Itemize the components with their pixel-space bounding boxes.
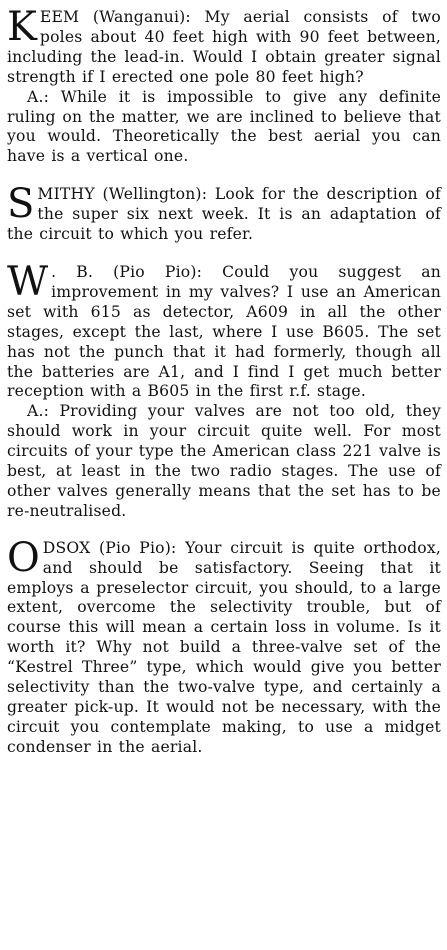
query-paragraph [7,258,441,402]
drop-cap-initial: O [7,534,40,581]
letter-odsox [7,534,441,758]
query-text: EEM (Wanganui): My aerial consists of two poles about 40 feet high with 90 feet between, including the lead-in. Would I obtain greater signal strength if I erected one pole 80 feet high? [7,8,441,86]
drop-cap-initial: K [7,4,37,50]
query-text: DSOX (Pio Pio): Your circuit is quite orthodox, and should be satisfactory. Seeing that it employs a preselector circuit, you should, to a large extent, overcome the selectivity trouble, but of course this will mean a certain loss in volume. Is it worth it? Why not build a three-valve set of the “Kestrel Three” type, which would give you better selectivity than the two-valve type, and certainly a greater pick-up. It would not be necessary, with the circuit you contemplate making, to use a midget condenser in the aerial. [7,538,441,756]
letter-wb [7,258,441,522]
letter-smithy [7,181,441,245]
query-text: . B. (Pio Pio): Could you suggest an improvement in my valves? I use an American set with 615 as detector, A609 in all the other stages, except the last, where I use B605. The set has not the punch that it had formerly, though all the batteries are A1, and I find I get much better reception with a B605 in the first r.f. stage. [7,262,441,401]
drop-cap-initial: S [7,181,35,228]
query-paragraph [7,181,441,245]
answer-paragraph: A.: Providing your valves are not too old, they should work in your circuit quite well. For most circuits of your type the American class 221 valve is best, at least in the two radio stages. The use of other valves generally means that the set has to be re-neutralised. [7,402,441,520]
answer-paragraph: A.: While it is impossible to give any definite ruling on the matter, we are inclined to believe that you would. Theoretically the best aerial you can have is a vertical one. [7,87,441,166]
query-text: MITHY (Wellington): Look for the description of the super six next week. It is an adaptation of the circuit to which you refer. [7,185,441,244]
letter-keem [7,4,441,167]
drop-cap-initial: W [7,258,49,305]
query-paragraph [7,4,441,88]
query-paragraph [7,534,441,758]
